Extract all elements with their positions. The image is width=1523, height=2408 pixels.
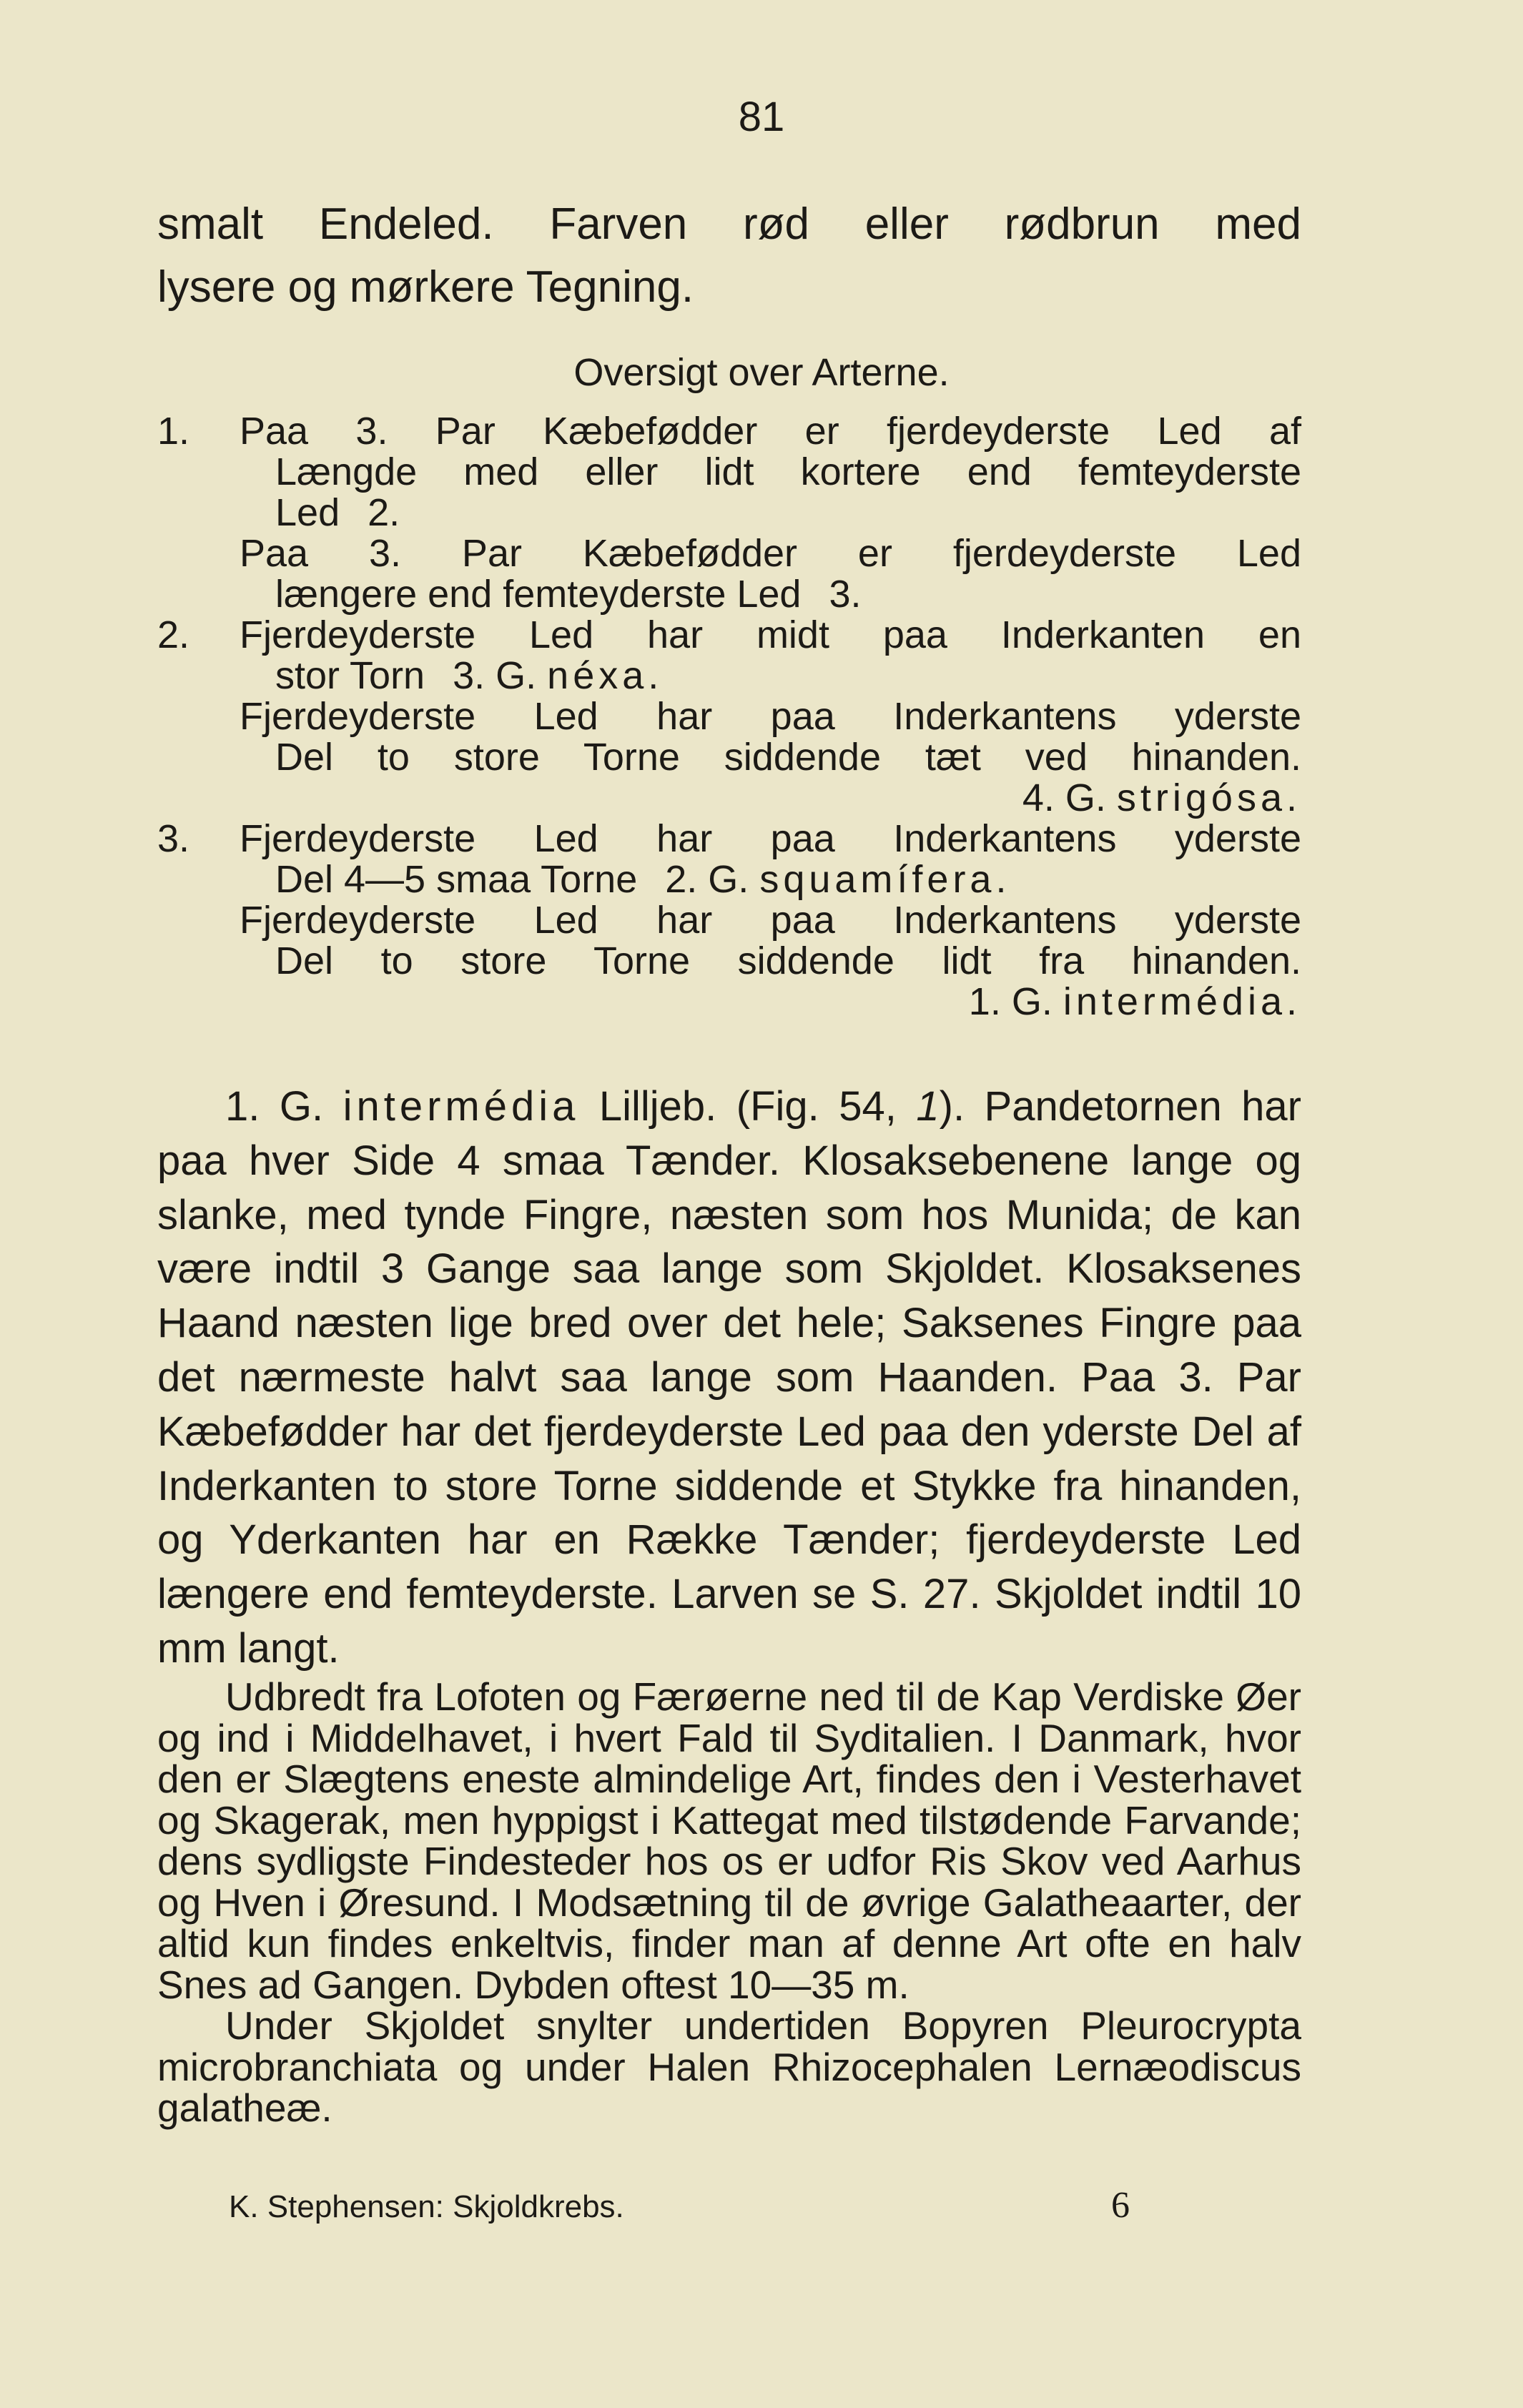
key-result bbox=[453, 654, 663, 697]
key-text: Fjerdeyderste Led har midt paa Inderkanten en bbox=[240, 613, 1301, 656]
result-number: 1. G. bbox=[968, 980, 1053, 1023]
couplet-number: 2. bbox=[157, 613, 190, 656]
key-couplet-3 bbox=[157, 819, 1301, 1022]
page-footer bbox=[229, 2184, 1130, 2226]
intro-line-1: smalt Endeled. Farven rød eller rødbrun med bbox=[157, 199, 1301, 249]
key-text: Del 4—5 smaa Torne bbox=[275, 858, 638, 901]
species-name: intermédia. bbox=[1063, 980, 1301, 1023]
key-result: 2. bbox=[368, 491, 400, 534]
key-text: Del to store Torne siddende lidt fra hinanden. bbox=[275, 939, 1301, 982]
key-alternative-a bbox=[240, 819, 1301, 900]
couplet-body bbox=[240, 819, 1301, 1022]
parasites-paragraph: Under Skjoldet snylter undertiden Bopyren Pleurocrypta microbranchiata og under Halen Rhizocephalen Lernæodiscus galatheæ. bbox=[157, 2003, 1301, 2130]
signature-mark: 6 bbox=[1111, 2185, 1130, 2226]
key-alternative-b bbox=[240, 533, 1301, 615]
key-result bbox=[240, 778, 1301, 819]
intro-paragraph bbox=[157, 193, 1301, 319]
small-print-section bbox=[157, 1674, 1301, 2130]
species-paragraph bbox=[157, 1080, 1301, 1676]
species-number: 1. G. bbox=[225, 1083, 324, 1130]
key-heading: Oversigt over Arterne. bbox=[573, 351, 950, 394]
key-text: stor Torn bbox=[275, 654, 425, 697]
key-result bbox=[665, 858, 1010, 901]
key-leader-line bbox=[240, 493, 1301, 533]
author-reference: Lilljeb. (Fig. 54, bbox=[598, 1083, 897, 1130]
key-leader-line bbox=[240, 656, 1301, 696]
result-number: 4. G. bbox=[1022, 776, 1106, 819]
key-alternative-a bbox=[240, 411, 1301, 533]
key-alternative-a bbox=[240, 615, 1301, 696]
key-text: Del to store Torne siddende tæt ved hinanden. bbox=[275, 736, 1301, 779]
footer-author: K. Stephensen: Skjoldkrebs. bbox=[229, 2189, 624, 2224]
key-result: 3. bbox=[829, 573, 862, 616]
intro-line-2: lysere og mørkere Tegning. bbox=[157, 262, 694, 312]
key-text: Længde med eller lidt kortere end femteyderste bbox=[275, 450, 1301, 493]
key-leader-line bbox=[240, 574, 1301, 615]
key-couplet-2 bbox=[157, 615, 1301, 819]
species-name: néxa. bbox=[547, 654, 664, 697]
result-number: 2. G. bbox=[665, 858, 749, 901]
key-text: længere end femteyderste Led bbox=[275, 573, 802, 616]
species-name: squamífera. bbox=[759, 858, 1011, 901]
couplet-body bbox=[240, 411, 1301, 615]
species-name: intermédia bbox=[342, 1083, 580, 1130]
distribution-paragraph: Udbredt fra Lofoten og Færøerne ned til de Kap Verdiske Øer og ind i Middelhavet, i hvert Fald til Syditalien. I Danmark, hvor den er Slægtens eneste almindelige Art, findes den i Vesterhavet og Skagerak, men hyppigst i Kattegat med tilstødende Farvande; dens sydligste Findesteder hos os er udfor Ris Skov ved Aarhus og Hven i Øresund. I Modsætning til de øvrige Galatheaarter, der altid kun findes enkeltvis, finder man af denne Art ofte en halv Snes ad Gangen. Dybden oftest 10—35 m. bbox=[157, 1674, 1301, 2007]
key-leader-line bbox=[240, 859, 1301, 900]
key-text: Led bbox=[275, 491, 340, 534]
species-name: strigósa. bbox=[1116, 776, 1301, 819]
key-text: Fjerdeyderste Led har paa Inderkantens yderste bbox=[240, 817, 1301, 860]
key-text: Fjerdeyderste Led har paa Inderkantens yderste bbox=[240, 695, 1301, 738]
key-text: Paa 3. Par Kæbefødder er fjerdeyderste Led af bbox=[240, 410, 1301, 453]
key-couplet-1 bbox=[157, 411, 1301, 615]
key-text: Fjerdeyderste Led har paa Inderkantens yderste bbox=[240, 899, 1301, 942]
key-alternative-b bbox=[240, 900, 1301, 1022]
couplet-number: 3. bbox=[157, 817, 190, 860]
result-number: 3. G. bbox=[453, 654, 537, 697]
description-text: ). Pandetornen har paa hver Side 4 smaa Tænder. Klosaksebenene lange og slanke, med tynde Fingre, næsten som hos Munida; de kan være indtil 3 Gange saa lange som Skjoldet. Klosaksenes Haand næsten lige bred over det hele; Saksenes Fingre paa det nærmeste halvt saa lange som Haanden. Paa 3. Par Kæbefødder har det fjerdeyderste Led paa den yderste Del af Inderkanten to store Torne siddende et Stykke fra hinanden, og Yderkanten har en Række Tænder; fjerdeyderste Led længere end femteyderste. Larven se S. 27. Skjoldet indtil 10 mm langt. bbox=[157, 1083, 1301, 1672]
figure-part: 1 bbox=[916, 1083, 940, 1130]
couplet-number: 1. bbox=[157, 410, 190, 453]
couplet-body bbox=[240, 615, 1301, 819]
page-number: 81 bbox=[738, 94, 785, 140]
species-description bbox=[157, 1080, 1301, 1676]
key-alternative-b bbox=[240, 696, 1301, 819]
species-key bbox=[157, 411, 1301, 1022]
key-text: Paa 3. Par Kæbefødder er fjerdeyderste Led bbox=[240, 532, 1301, 575]
key-result bbox=[240, 982, 1301, 1022]
